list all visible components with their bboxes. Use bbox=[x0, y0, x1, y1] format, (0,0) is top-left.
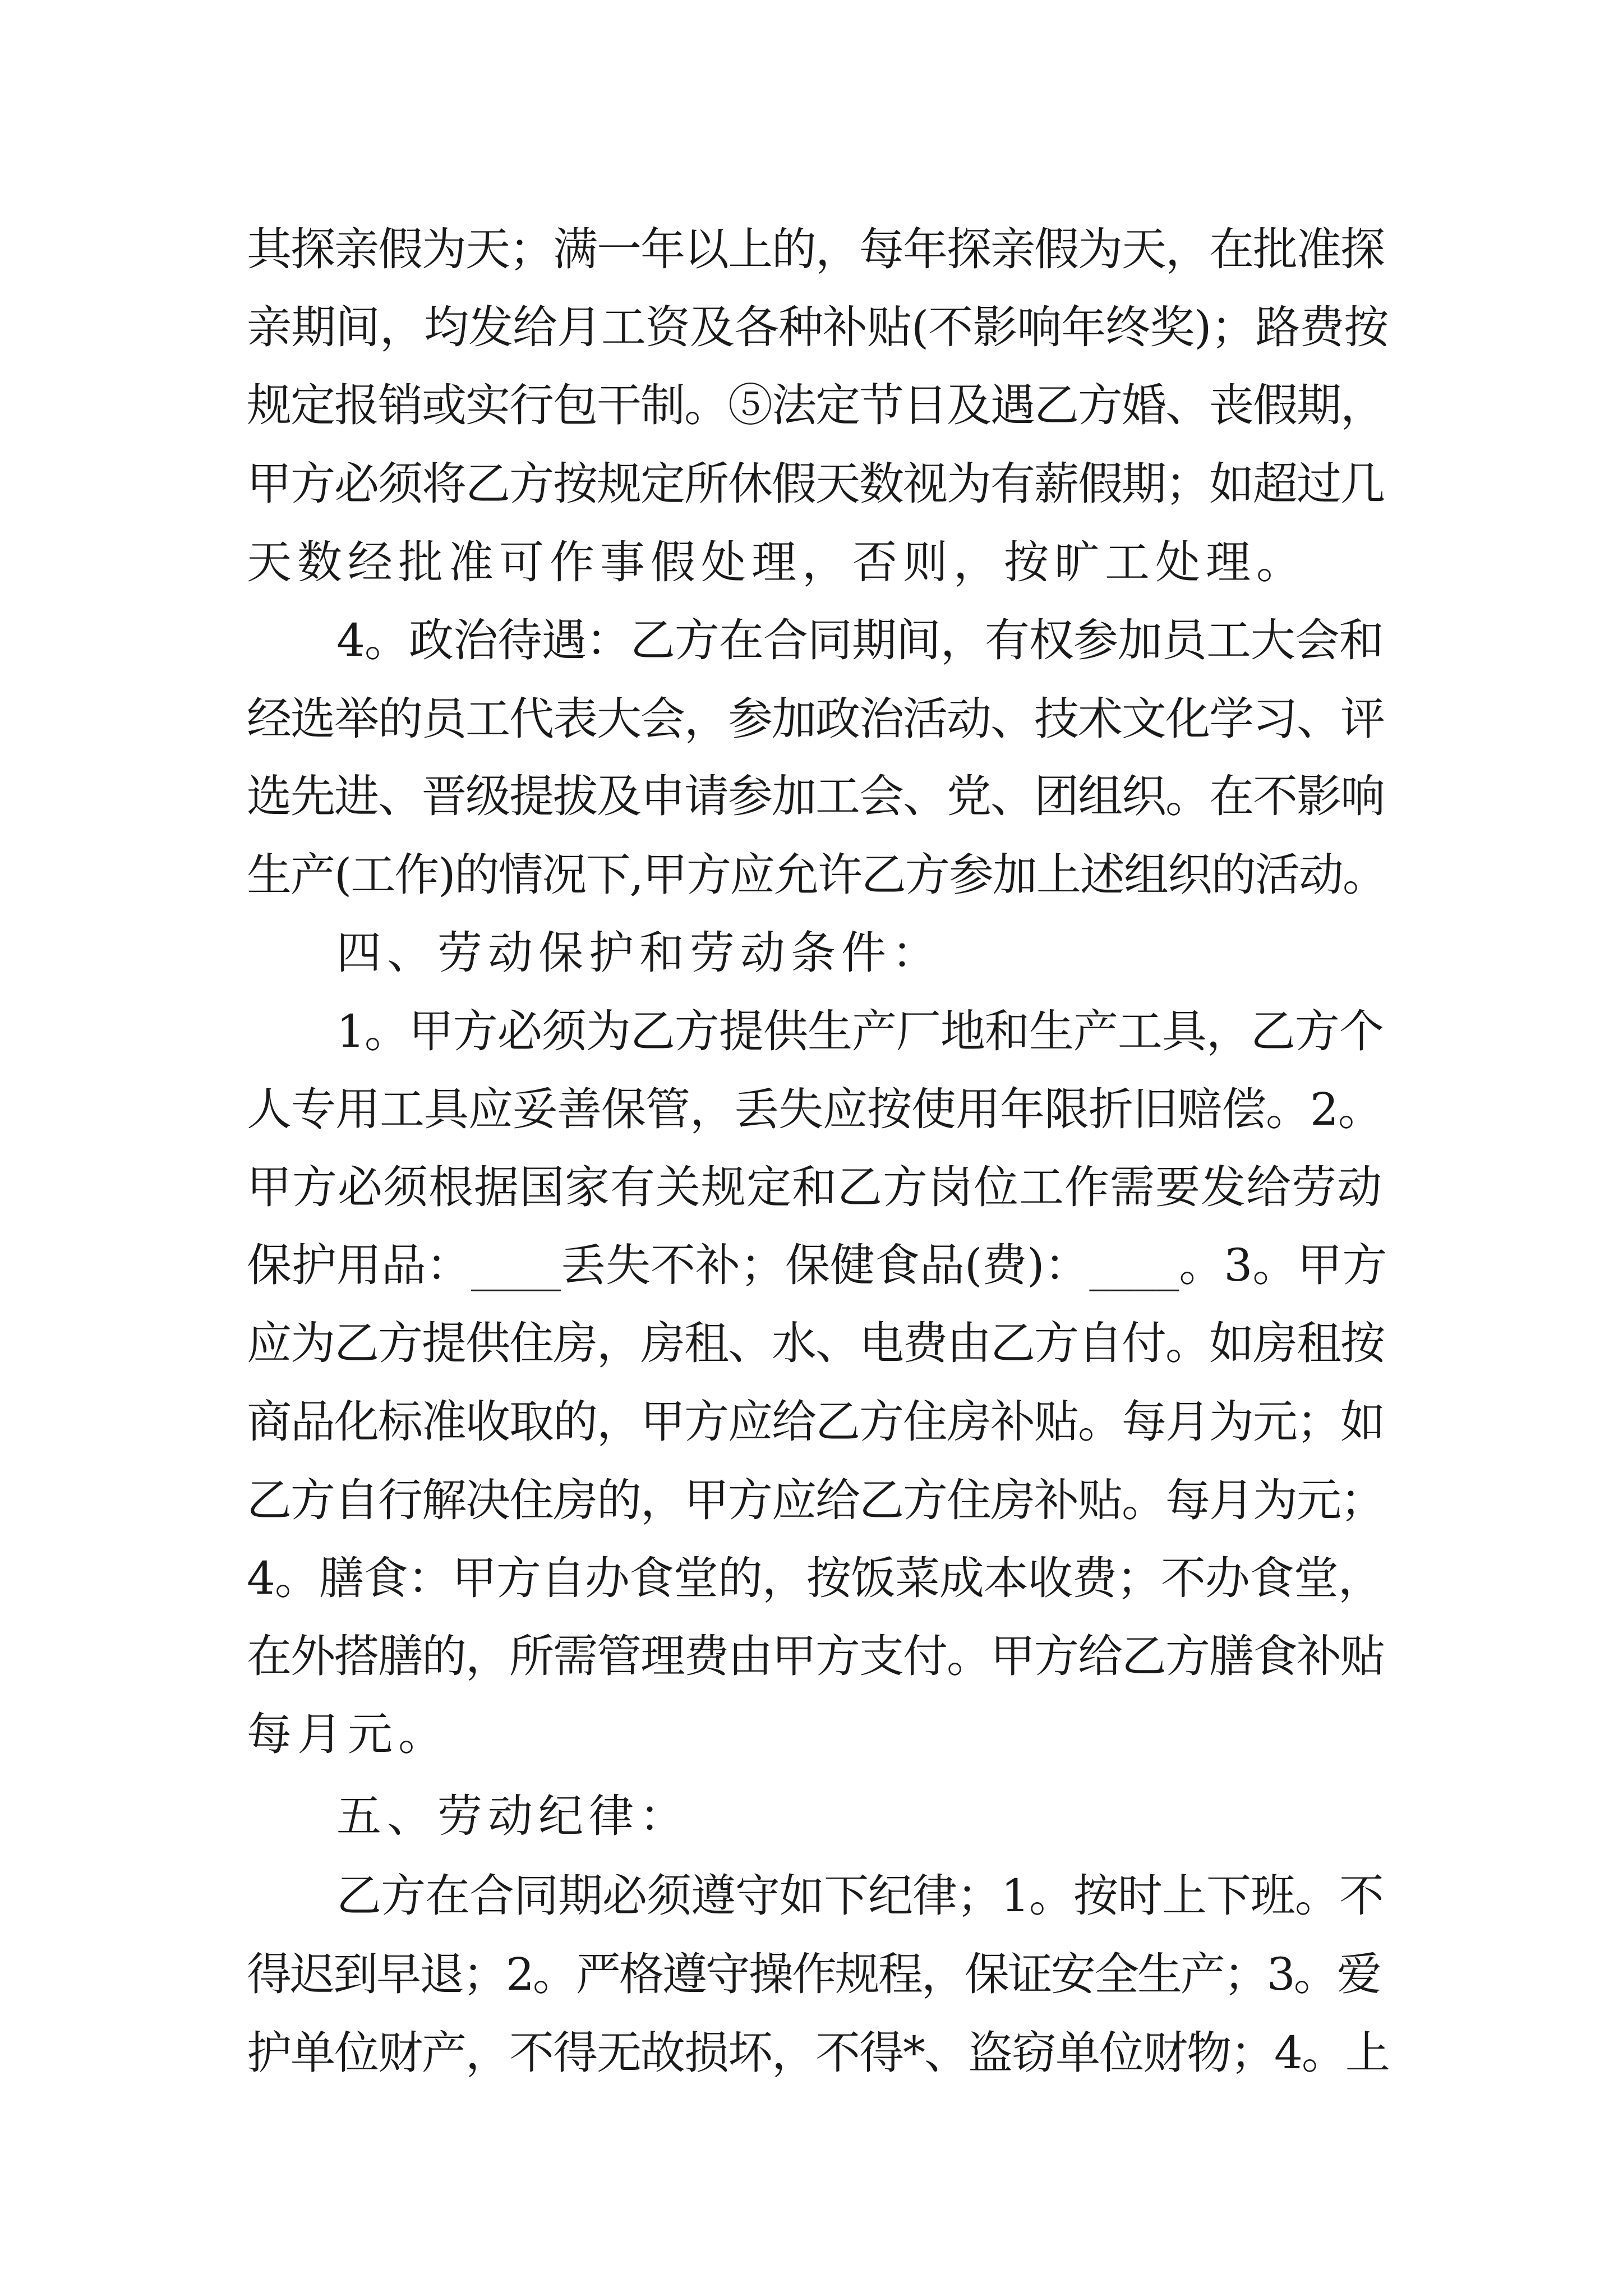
text-line: 甲方必须将乙方按规定所休假天数视为有薪假期；如超过几 bbox=[247, 458, 1384, 510]
paragraph-start-line: 乙方在合同期必须遵守如下纪律；1。按时上下班。不 bbox=[336, 1870, 1384, 1922]
paragraph-start-line: 1。甲方必须为乙方提供生产厂地和生产工具，乙方个 bbox=[336, 1005, 1384, 1057]
paragraph-start-line: 4。政治待遇：乙方在合同期间，有权参加员工大会和 bbox=[336, 614, 1384, 666]
text-line: 其探亲假为天；满一年以上的，每年探亲假为天，在批准探 bbox=[247, 223, 1384, 275]
text-line: 应为乙方提供住房，房租、水、电费由乙方自付。如房租按 bbox=[247, 1317, 1384, 1369]
text-line: 在外搭膳的，所需管理费由甲方支付。甲方给乙方膳食补贴 bbox=[247, 1630, 1384, 1682]
text-line: 商品化标准收取的，甲方应给乙方住房补贴。每月为元；如 bbox=[247, 1396, 1384, 1448]
text-line: 护单位财产，不得无故损坏，不得*、盗窃单位财物；4。上 bbox=[247, 2027, 1389, 2079]
text-line: 每月元。 bbox=[247, 1708, 449, 1760]
text-line: 天数经批准可作事假处理，否则，按旷工处理。 bbox=[247, 536, 1307, 588]
text-line: 经选举的员工代表大会，参加政治活动、技术文化学习、评 bbox=[247, 693, 1384, 745]
section-heading: 五、劳动纪律： bbox=[336, 1790, 690, 1842]
text-line: 人专用工具应妥善保管，丢失应按使用年限折旧赔偿。2。 bbox=[247, 1083, 1382, 1135]
text-line: 亲期间，均发给月工资及各种补贴(不影响年终奖)；路费按 bbox=[247, 301, 1389, 353]
text-line: 甲方必须根据国家有关规定和乙方岗位工作需要发给劳动 bbox=[247, 1161, 1382, 1213]
text-line: 规定报销或实行包干制。⑤法定节日及遇乙方婚、丧假期， bbox=[247, 379, 1384, 431]
section-heading: 四、劳动保护和劳动条件： bbox=[336, 927, 942, 979]
text-line: 选先进、晋级提拔及申请参加工会、党、团组织。在不影响 bbox=[247, 770, 1384, 822]
text-line: 乙方自行解决住房的，甲方应给乙方住房补贴。每月为元； bbox=[247, 1474, 1384, 1526]
text-line: 生产(工作)的情况下,甲方应允许乙方参加上述组织的活动。 bbox=[247, 849, 1386, 901]
text-line: 保护用品：____丢失不补；保健食品(费)：____。3。甲方 bbox=[247, 1239, 1387, 1291]
text-line: 4。膳食：甲方自办食堂的，按饭菜成本收费；不办食堂， bbox=[247, 1552, 1382, 1604]
text-line: 得迟到早退；2。严格遵守操作规程，保证安全生产；3。爱 bbox=[247, 1948, 1380, 2000]
